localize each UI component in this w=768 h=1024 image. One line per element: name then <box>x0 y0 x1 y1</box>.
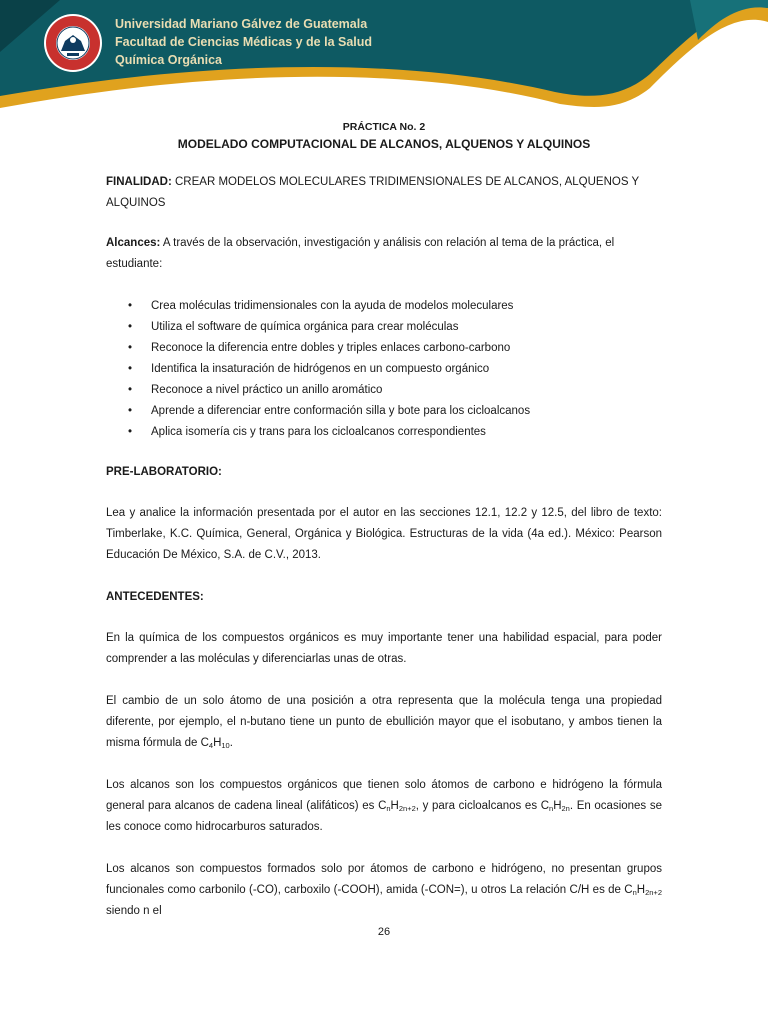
list-item <box>106 422 662 443</box>
bullet-icon: • <box>128 321 133 333</box>
finalidad-text: CREAR MODELOS MOLECULARES TRIDIMENSIONALES DE ALCANOS, ALQUENOS Y ALQUINOS <box>106 176 639 209</box>
objective-text: Aprende a diferenciar entre conformación silla y bote para los cicloalcanos <box>151 405 531 417</box>
bullet-icon: • <box>128 342 133 354</box>
list-item <box>106 296 662 317</box>
list-item <box>106 401 662 422</box>
bullet-icon: • <box>128 363 133 375</box>
list-item <box>106 380 662 401</box>
practice-number: PRÁCTICA No. 2 <box>342 121 426 133</box>
objective-text: Aplica isomería cis y trans para los cicloalcanos correspondientes <box>151 426 486 438</box>
finalidad-label: FINALIDAD: <box>106 176 172 188</box>
document-body <box>106 118 662 922</box>
antecedentes-heading: ANTECEDENTES: <box>106 591 204 603</box>
objectives-list <box>106 296 662 443</box>
bullet-icon: • <box>128 426 133 438</box>
practice-title: MODELADO COMPUTACIONAL DE ALCANOS, ALQUENOS Y ALQUINOS <box>177 137 591 151</box>
faculty-name: Facultad de Ciencias Médicas y de la Salud <box>115 35 373 49</box>
objective-text: Utiliza el software de química orgánica para crear moléculas <box>151 321 459 333</box>
prelab-paragraph: Lea y analice la información presentada por el autor en las secciones 12.1, 12.2 y 12.5, del libro de texto: Timberlake, K.C. Química, General, Orgánica y Biológica. Estructuras de la vida (4a ed.). México: Pearson Educación De México, S.A. de C.V., 2013. <box>106 507 662 561</box>
objective-text: Crea moléculas tridimensionales con la ayuda de modelos moleculares <box>151 300 514 312</box>
bullet-icon: • <box>128 384 133 396</box>
university-name: Universidad Mariano Gálvez de Guatemala <box>115 17 368 31</box>
alcances-text: A través de la observación, investigación y análisis con relación al tema de la práctica, el estudiante: <box>106 237 615 270</box>
page-header <box>0 0 768 110</box>
objective-text: Identifica la insaturación de hidrógenos en un compuesto orgánico <box>151 363 490 375</box>
alcances-paragraph <box>106 233 662 275</box>
alcances-label: Alcances: <box>106 237 161 249</box>
antecedentes-paragraph-4: Los alcanos son compuestos formados solo por átomos de carbono e hidrógeno, no presentan grupos funcionales como carbonilo (-CO), carboxilo (-COOH), amida (-CON=), u otros La relación C/H es de $C_nH_{2n+2}$ siendo n el <box>106 863 662 917</box>
prelab-heading: PRE-LABORATORIO: <box>106 466 222 478</box>
list-item <box>106 359 662 380</box>
university-seal-logo <box>43 13 103 73</box>
course-name: Química Orgánica <box>115 53 222 67</box>
objective-text: Reconoce a nivel práctico un anillo aromático <box>151 384 383 396</box>
finalidad-paragraph <box>106 172 662 214</box>
bullet-icon: • <box>128 405 133 417</box>
list-item <box>106 317 662 338</box>
antecedentes-paragraph-2: El cambio de un solo átomo de una posición a otra representa que la molécula tenga una propiedad diferente, por ejemplo, el n-butano tiene un punto de ebullición mayor que el isobutano, y ambos tienen la misma fórmula de $C_4H_{10}$. <box>106 695 662 750</box>
page-number: 26 <box>377 926 391 938</box>
list-item <box>106 338 662 359</box>
antecedentes-paragraph-1: En la química de los compuestos orgánicos es muy importante tener una habilidad espacial, para poder comprender a las moléculas y diferenciarlas unas de otras. <box>106 632 662 665</box>
objective-text: Reconoce la diferencia entre dobles y triples enlaces carbono-carbono <box>151 342 511 354</box>
bullet-icon: • <box>128 300 133 312</box>
antecedentes-paragraph-3: Los alcanos son los compuestos orgánicos que tienen solo átomos de carbono e hidrógeno la fórmula general para alcanos de cadena lineal (alifáticos) es $C_nH_{2n+2}$, y para cicloalcanos es $C_nH_{2n}$. En ocasiones se les conoce como hidrocarburos saturados. <box>106 779 662 833</box>
